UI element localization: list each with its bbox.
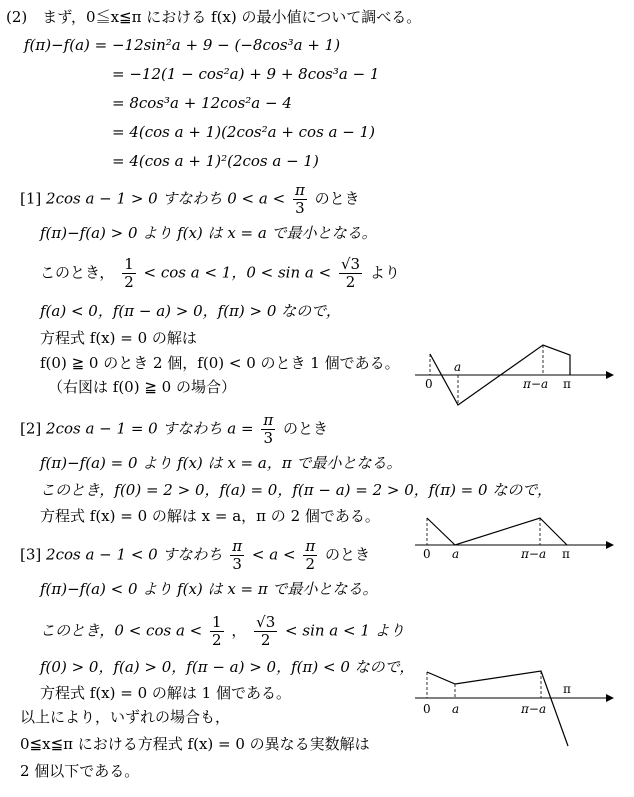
case1-line2-mid: < cos a < 1，0 < sin a < bbox=[143, 263, 332, 282]
fraction-numerator: 1 bbox=[124, 255, 134, 273]
case1-line2-fraction bbox=[122, 256, 136, 291]
label-pi-minus-a: π−a bbox=[521, 547, 547, 561]
label-zero: 0 bbox=[423, 702, 431, 716]
case3-line2-post: < sin a < 1 より bbox=[285, 621, 405, 640]
fraction-numerator: π bbox=[305, 537, 316, 555]
case2-graph bbox=[415, 510, 620, 565]
case3-graph bbox=[415, 660, 620, 755]
label-pi-minus-a: π−a bbox=[521, 702, 547, 716]
derivation-line-4: = 4(cos a + 1)(2cos²a + cos a − 1) bbox=[112, 123, 375, 141]
label-pi: π bbox=[562, 547, 570, 561]
derivation-line-1: f(π)−f(a) = −12sin²a + 9 − (−8cos³a + 1) bbox=[24, 36, 341, 54]
fraction-denominator: 2 bbox=[124, 273, 134, 291]
conclusion-line-1: 以上により，いずれの場合も， bbox=[20, 708, 231, 726]
case3-header-post: のとき bbox=[324, 545, 370, 564]
case3-line-3: f(0) > 0，f(a) > 0，f(π − a) > 0，f(π) < 0 なので， bbox=[40, 658, 415, 676]
conclusion-line-3: 2 個以下である。 bbox=[20, 762, 140, 780]
fraction-denominator: 3 bbox=[232, 555, 242, 573]
case3-condition: 2cos a − 1 < 0 すなわち bbox=[46, 545, 223, 564]
case1-graph bbox=[415, 340, 620, 415]
label-pi: π bbox=[563, 682, 571, 696]
case1-fraction bbox=[293, 182, 307, 217]
case3-line2-comma: ， bbox=[231, 621, 247, 640]
case1-line-4: 方程式 f(x) = 0 の解は bbox=[40, 329, 197, 347]
case2-line-2: このとき，f(0) = 2 > 0，f(a) = 0，f(π − a) = 2 > 0，f(π) = 0 なので， bbox=[40, 481, 553, 499]
case1-condition: 2cos a − 1 > 0 すなわち 0 < a < bbox=[46, 189, 286, 208]
fraction-denominator: 2 bbox=[345, 273, 356, 291]
label-zero: 0 bbox=[425, 377, 433, 391]
case1-line-5: f(0) ≧ 0 のとき 2 個，f(0) < 0 のとき 1 個である。 bbox=[40, 354, 400, 372]
fraction-numerator: π bbox=[263, 411, 274, 429]
derivation-line-2: = −12(1 − cos²a) + 9 + 8cos³a − 1 bbox=[112, 65, 380, 83]
case3-line-4: 方程式 f(x) = 0 の解は 1 個である。 bbox=[40, 684, 291, 702]
fraction-denominator: 2 bbox=[260, 631, 271, 649]
case3-line2-fraction bbox=[210, 614, 224, 649]
case3-line2-fraction-2 bbox=[254, 614, 277, 649]
case1-line-1: f(π)−f(a) > 0 より f(x) は x = a で最小となる。 bbox=[40, 224, 377, 242]
case3-line-2 bbox=[40, 614, 405, 649]
case3-condition-mid: < a < bbox=[251, 545, 296, 564]
label-pi-minus-a: π−a bbox=[523, 377, 549, 391]
label-a: a bbox=[452, 702, 460, 716]
derivation-line-3: = 8cos³a + 12cos²a − 4 bbox=[112, 94, 292, 112]
case3-line2-pre: このとき，0 < cos a < bbox=[40, 621, 203, 640]
case2-header-post: のとき bbox=[282, 419, 328, 438]
case1-line-3: f(a) < 0，f(π − a) > 0，f(π) > 0 なので， bbox=[40, 302, 341, 320]
conclusion-line-2: 0≦x≦π における方程式 f(x) = 0 の異なる実数解は bbox=[20, 735, 370, 753]
case3-label: [3] bbox=[20, 545, 42, 564]
case3-line-1: f(π)−f(a) < 0 より f(x) は x = π で最小となる。 bbox=[40, 580, 378, 598]
case2-condition: 2cos a − 1 = 0 すなわち a = bbox=[46, 419, 254, 438]
curve bbox=[427, 671, 568, 746]
case2-label: [2] bbox=[20, 419, 42, 438]
fraction-numerator: π bbox=[232, 537, 243, 555]
fraction-denominator: 3 bbox=[263, 429, 274, 447]
case1-line2-post: より bbox=[369, 263, 400, 282]
label-a: a bbox=[452, 547, 460, 561]
fraction-numerator: √3 bbox=[340, 255, 361, 273]
case2-line-1: f(π)−f(a) = 0 より f(x) は x = a，π で最小となる。 bbox=[40, 454, 402, 472]
label-pi: π bbox=[563, 377, 571, 391]
case1-line-6: （右図は f(0) ≧ 0 の場合） bbox=[48, 378, 236, 396]
fraction-numerator: √3 bbox=[256, 613, 276, 631]
label-a: a bbox=[454, 360, 462, 374]
curve bbox=[427, 518, 567, 545]
case1-header-post: のとき bbox=[314, 189, 360, 208]
case1-line-2 bbox=[40, 256, 400, 291]
derivation-line-5: = 4(cos a + 1)²(2cos a − 1) bbox=[112, 152, 319, 170]
intro-line: (2) まず，0≦x≦π における f(x) の最小値について調べる。 bbox=[6, 8, 422, 26]
fraction-denominator: 3 bbox=[295, 199, 305, 217]
case2-line-3: 方程式 f(x) = 0 の解は x = a，π の 2 個である。 bbox=[40, 507, 380, 525]
case2-header bbox=[20, 412, 328, 447]
fraction-denominator: 2 bbox=[212, 631, 222, 649]
fraction-denominator: 2 bbox=[305, 555, 316, 573]
case3-fraction-2 bbox=[303, 538, 317, 573]
case1-header bbox=[20, 182, 360, 217]
label-zero: 0 bbox=[423, 547, 431, 561]
case1-line2-fraction-2 bbox=[339, 256, 362, 291]
case3-fraction bbox=[230, 538, 244, 573]
case1-line2-pre: このとき， bbox=[40, 263, 115, 282]
case2-fraction bbox=[261, 412, 275, 447]
case1-label: [1] bbox=[20, 189, 42, 208]
fraction-numerator: 1 bbox=[212, 613, 222, 631]
case3-header bbox=[20, 538, 370, 573]
fraction-numerator: π bbox=[294, 181, 305, 199]
